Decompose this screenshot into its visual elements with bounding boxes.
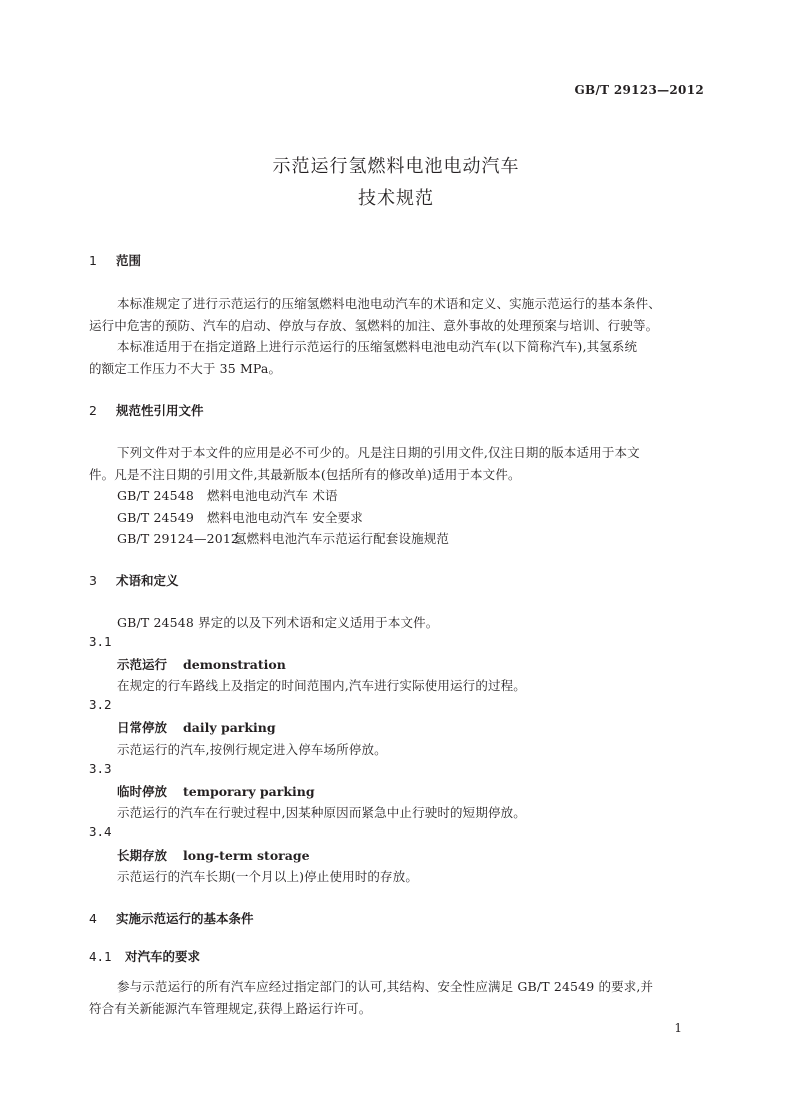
section-number: 3 xyxy=(89,573,97,588)
term-definition: 在规定的行车路线上及指定的时间范围内,汽车进行实际使用运行的过程。 xyxy=(117,678,526,693)
paragraph-line: 参与示范运行的所有汽车应经过指定部门的认可,其结构、安全性应满足 GB/T 24549 的要求,并 xyxy=(117,979,654,994)
section-4-heading xyxy=(89,909,254,927)
paragraph-line: 下列文件对于本文件的应用是必不可少的。凡是注日期的引用文件,仅注日期的版本适用于本文 xyxy=(117,445,640,460)
term-en: demonstration xyxy=(183,657,286,672)
reference-code: GB/T 24549 xyxy=(117,510,194,525)
clause-number: 3.3 xyxy=(89,761,112,776)
reference-title: 氢燃料电池汽车示范运行配套设施规范 xyxy=(234,531,450,546)
subsection-4-1-heading xyxy=(89,947,200,965)
section-title: 范围 xyxy=(116,253,142,268)
section-title: 规范性引用文件 xyxy=(116,403,204,418)
term-definition: 示范运行的汽车在行驶过程中,因某种原因而紧急中止行驶时的短期停放。 xyxy=(117,805,526,820)
term-zh: 示范运行 xyxy=(117,657,168,672)
subsection-title: 对汽车的要求 xyxy=(125,949,201,964)
clause-number: 3.1 xyxy=(89,634,112,649)
reference-item xyxy=(117,508,363,526)
section-number: 4 xyxy=(89,911,97,926)
reference-title: 燃料电池电动汽车 安全要求 xyxy=(207,510,363,525)
section-title: 术语和定义 xyxy=(116,573,179,588)
section-2-heading xyxy=(89,401,204,419)
section-1-heading xyxy=(89,251,141,269)
paragraph-line: 的额定工作压力不大于 35 MPa。 xyxy=(89,361,282,376)
section-number: 2 xyxy=(89,403,97,418)
paragraph-line: 件。凡是不注日期的引用文件,其最新版本(包括所有的修改单)适用于本文件。 xyxy=(89,467,521,482)
term-zh: 日常停放 xyxy=(117,720,168,735)
standard-code: GB/T 29123—2012 xyxy=(574,83,704,97)
term-en: temporary parking xyxy=(183,784,315,799)
document-subtitle: 技术规范 xyxy=(358,188,434,209)
term-definition: 示范运行的汽车,按例行规定进入停车场所停放。 xyxy=(117,742,387,757)
term-definition: 示范运行的汽车长期(一个月以上)停止使用时的存放。 xyxy=(117,869,419,884)
term-entry xyxy=(117,655,286,673)
term-zh: 长期存放 xyxy=(117,848,168,863)
clause-number: 3.2 xyxy=(89,697,112,712)
reference-code: GB/T 24548 xyxy=(117,488,194,503)
paragraph-line: 本标准适用于在指定道路上进行示范运行的压缩氢燃料电池电动汽车(以下简称汽车),其氢系统 xyxy=(117,339,638,354)
reference-item xyxy=(117,486,338,504)
section-number: 1 xyxy=(89,253,97,268)
term-zh: 临时停放 xyxy=(117,784,168,799)
clause-number: 3.4 xyxy=(89,824,112,839)
section-title: 实施示范运行的基本条件 xyxy=(116,911,254,926)
term-entry xyxy=(117,718,276,736)
document-title: 示范运行氢燃料电池电动汽车 xyxy=(272,156,520,177)
reference-item xyxy=(117,529,449,547)
reference-code: GB/T 29124—2012 xyxy=(117,531,240,546)
page-number: 1 xyxy=(674,1021,682,1035)
paragraph-line: 运行中危害的预防、汽车的启动、停放与存放、氢燃料的加注、意外事故的处理预案与培训、行驶等。 xyxy=(89,318,659,333)
term-entry xyxy=(117,782,315,800)
reference-title: 燃料电池电动汽车 术语 xyxy=(207,488,338,503)
section-3-heading xyxy=(89,571,179,589)
term-entry xyxy=(117,846,310,864)
term-en: daily parking xyxy=(183,720,276,735)
paragraph-line: GB/T 24548 界定的以及下列术语和定义适用于本文件。 xyxy=(117,615,439,630)
paragraph-line: 本标准规定了进行示范运行的压缩氢燃料电池电动汽车的术语和定义、实施示范运行的基本条件、 xyxy=(117,296,661,311)
subsection-number: 4.1 xyxy=(89,949,112,964)
paragraph-line: 符合有关新能源汽车管理规定,获得上路运行许可。 xyxy=(89,1001,372,1016)
term-en: long-term storage xyxy=(183,848,310,863)
